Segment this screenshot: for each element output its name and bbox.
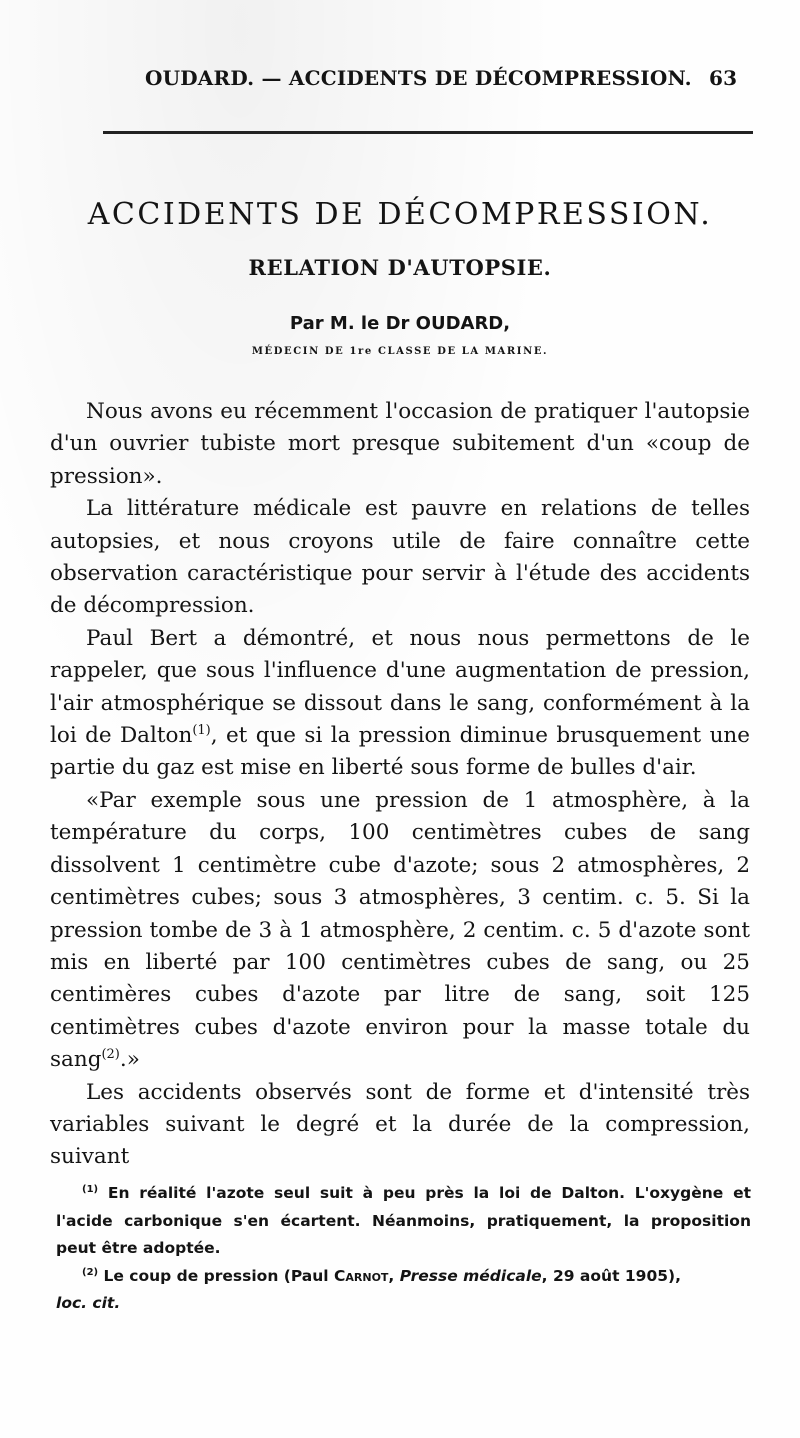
footnote-2-author: Carnot [334,1266,389,1285]
footnote-2 [56,1263,751,1318]
article-subtitle: RELATION D'AUTOPSIE. [248,255,552,280]
footnote-2-mark: (2) [82,1266,99,1278]
header-rule [103,131,753,134]
paragraph-3-text-b: , et que si la pression diminue brusquement une partie du gaz est mise en liberté sous forme de bulles d'air. [50,723,750,781]
author-line: Par M. le Dr OUDARD, [289,313,511,334]
footnotes [56,1180,751,1318]
footnote-1-mark: (1) [82,1183,99,1195]
footnote-2-text-b: , 29 août 1905), [541,1266,681,1285]
footnote-2-loc-cit: loc. cit. [56,1294,121,1312]
body-text [50,396,750,1174]
paragraph-4-quote [50,785,750,1077]
paragraph-1: Nous avons eu récemment l'occasion de pratiquer l'autopsie d'un ouvrier tubiste mort presque subitement d'un «coup de pression». [50,399,750,489]
paragraph-4-text-a: «Par exemple sous une pression de 1 atmosphère, à la température du corps, 100 centimètres cubes de sang dissolvent 1 centimètre cube d'azote; sous 2 atmosphères, 2 centimètres cubes; sous 3 atmosphères, 3 centim. c. 5. Si la pression tombe de 3 à 1 atmosphère, 2 centim. c. 5 d'azote sont mis en liberté par 100 centimètres cubes de sang, ou 25 centimères cubes d'azote par litre de sang, soit 125 centimètres cubes d'azote environ pour la masse totale du sang [50,787,750,1073]
paragraph-3 [50,623,750,785]
page-number: 63 [709,66,738,90]
footnote-1 [56,1180,751,1263]
footnote-ref-2: (2) [101,1046,120,1062]
paragraph-3-text-a: Paul Bert a démontré, et nous nous permettons de le rappeler, que sous l'influence d'une augmentation de pression, l'air atmosphérique se dissout dans le sang, conformément à la loi de Dalton [50,625,750,749]
article-title: ACCIDENTS DE DÉCOMPRESSION. [87,197,713,232]
footnote-2-text-a: Le coup de pression (Paul [103,1266,334,1285]
paragraph-4-text-b: .» [119,1047,140,1073]
author-affiliation: MÉDECIN DE 1re CLASSE DE LA MARINE. [251,346,549,357]
paragraph-2: La littérature médicale est pauvre en relations de telles autopsies, et nous croyons utile de faire connaître cette observation caractéristique pour servir à l'étude des accidents de décompression. [50,496,750,619]
paragraph-5: Les accidents observés sont de forme et d'intensité très variables suivant le degré et la durée de la compression, suivant [50,1079,750,1170]
footnote-ref-1: (1) [192,722,211,738]
running-head-title: OUDARD. — ACCIDENTS DE DÉCOMPRESSION. [145,66,692,90]
footnote-1-text: En réalité l'azote seul suit à peu près la loi de Dalton. L'oxygène et l'acide carbonique s'en écartent. Néanmoins, pratiquement, la proposition peut être adoptée. [56,1184,751,1257]
footnote-2-sep: , [388,1266,400,1285]
footnote-2-journal: Presse médicale [399,1266,542,1285]
